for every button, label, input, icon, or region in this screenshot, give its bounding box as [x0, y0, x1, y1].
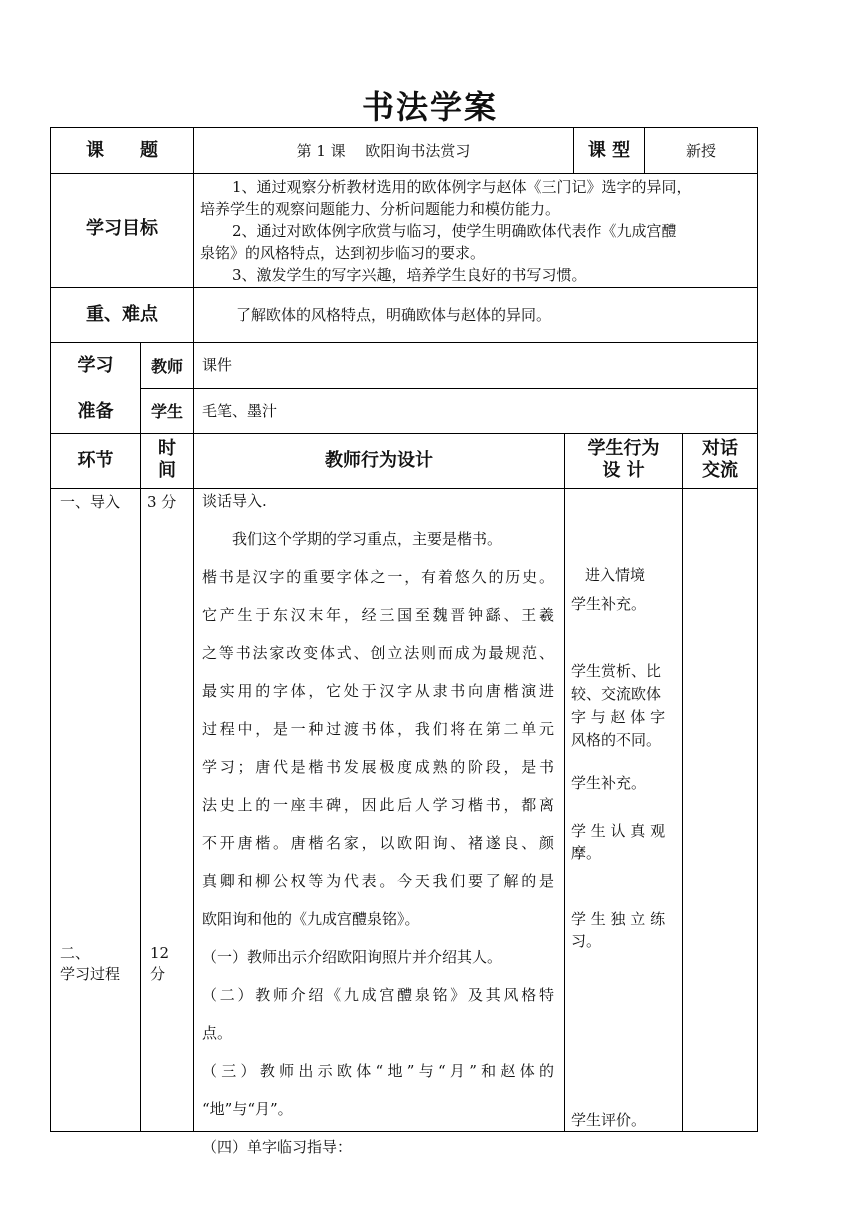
- student-action-practice: [571, 908, 679, 952]
- teacher-line: （二）教师介绍《九成宫醴泉铭》及其风格特: [202, 986, 554, 1004]
- header-dialog: [683, 438, 757, 482]
- goals-text: [200, 176, 752, 286]
- prep-student-value: 毛笔、墨汁: [202, 402, 278, 420]
- student-action-line: 字 与 赵 体 字: [571, 708, 666, 726]
- student-action-compare: [571, 660, 679, 752]
- header-student-2: 设 计: [602, 460, 645, 481]
- prep-label-1: 学习: [77, 355, 114, 376]
- header-dialog-2: 交流: [702, 460, 738, 481]
- teacher-line: 楷书是汉字的重要字体之一，有着悠久的历史。: [202, 568, 554, 586]
- teacher-line: 欧阳询和他的《九成宫醴泉铭》。: [202, 910, 420, 928]
- teacher-line: 不开唐楷。唐楷名家，以欧阳询、褚遂良、颜: [202, 834, 554, 852]
- teacher-line: 最实用的字体，它处于汉字从隶书向唐楷演进: [202, 682, 554, 700]
- teacher-line: 过程中，是一种过渡书体，我们将在第二单元: [202, 720, 554, 738]
- prep-student-label: 学生: [150, 402, 183, 421]
- student-action: 学生补充。: [571, 774, 647, 792]
- goal-line: 泉铭》的风格特点，达到初步临习的要求。: [200, 244, 486, 262]
- teacher-line: 真卿和柳公权等为代表。今天我们要了解的是: [202, 872, 554, 890]
- topic-value: 第 1 课 欧阳询书法赏习: [296, 142, 471, 160]
- student-action-line: 学 生 认 真 观: [571, 822, 666, 840]
- goal-line: 3、激发学生的写字兴趣，培养学生良好的书写习惯。: [232, 266, 587, 284]
- goals-label: 学习目标: [86, 218, 158, 239]
- teacher-line: （四）单字临习指导：: [202, 1138, 353, 1156]
- key-points-label: 重、难点: [86, 304, 158, 325]
- teacher-line: （一）教师出示介绍欧阳询照片并介绍其人。: [202, 948, 503, 966]
- student-action-line: 风格的不同。: [571, 731, 662, 749]
- student-action-observe: [571, 820, 679, 864]
- key-points-value: 了解欧体的风格特点，明确欧体与赵体的异同。: [236, 306, 552, 324]
- prep-label-2: 准备: [77, 401, 114, 422]
- header-stage: 环节: [77, 450, 114, 471]
- header-time-2: 间: [158, 460, 176, 481]
- goal-line: 培养学生的观察问题能力、分析问题能力和模仿能力。: [200, 200, 561, 218]
- goal-line: 1、通过观察分析教材选用的欧体例字与赵体《三门记》选字的异同，: [232, 178, 692, 196]
- stage-process: 学习过程: [60, 965, 121, 983]
- student-action-line: 学 生 独 立 练: [571, 910, 666, 928]
- student-action-line: 学生赏析、比: [571, 662, 662, 680]
- teacher-line: “地”与“月”。: [202, 1100, 293, 1118]
- teacher-line: 我们这个学期的学习重点，主要是楷书。: [202, 530, 503, 548]
- teacher-line: 之等书法家改变体式、创立法则而成为最规范、: [202, 644, 554, 662]
- stage-process-num: 二、: [60, 944, 91, 962]
- student-action-line: 摩。: [571, 844, 602, 862]
- topic-label: 课 题: [86, 140, 158, 161]
- student-action: 进入情境: [585, 566, 646, 584]
- lesson-type-label: 课 型: [587, 140, 631, 161]
- goal-line: 2、通过对欧体例字欣赏与临习，使学生明确欧体代表作《九成宫醴: [232, 222, 677, 240]
- student-action-line: 习。: [571, 932, 602, 950]
- header-time-1: 时: [158, 438, 176, 459]
- student-action: 学生评价。: [571, 1111, 647, 1129]
- header-dialog-1: 对话: [702, 438, 738, 459]
- teacher-design-text: [202, 482, 554, 1166]
- teacher-line: 学习；唐代是楷书发展极度成熟的阶段，是书: [202, 758, 554, 776]
- prep-teacher-value: 课件: [202, 356, 233, 374]
- stage-intro: 一、导入: [60, 493, 121, 511]
- stage-process-time-1: 12: [150, 944, 170, 962]
- teacher-line: 谈话导入.: [202, 492, 267, 510]
- header-time: [141, 438, 193, 482]
- teacher-line: 法史上的一座丰碑，因此后人学习楷书，都离: [202, 796, 554, 814]
- teacher-line: 它产生于东汉末年，经三国至魏晋钟繇、王羲: [202, 606, 554, 624]
- header-student-design: [565, 438, 682, 482]
- teacher-line: 点。: [202, 1024, 233, 1042]
- teacher-line: （三）教师出示欧体“地”与“月”和赵体的: [202, 1062, 554, 1080]
- header-teacher-design: 教师行为设计: [325, 450, 433, 471]
- lesson-type-value: 新授: [685, 142, 716, 160]
- page-title: 书法学案: [361, 88, 498, 126]
- prep-teacher-label: 教师: [150, 357, 183, 376]
- header-student-1: 学生行为: [587, 438, 660, 459]
- stage-process-time-2: 分: [150, 965, 166, 983]
- student-action-line: 较、交流欧体: [571, 685, 662, 703]
- student-action: 学生补充。: [571, 595, 647, 613]
- stage-intro-time: 3 分: [147, 493, 177, 511]
